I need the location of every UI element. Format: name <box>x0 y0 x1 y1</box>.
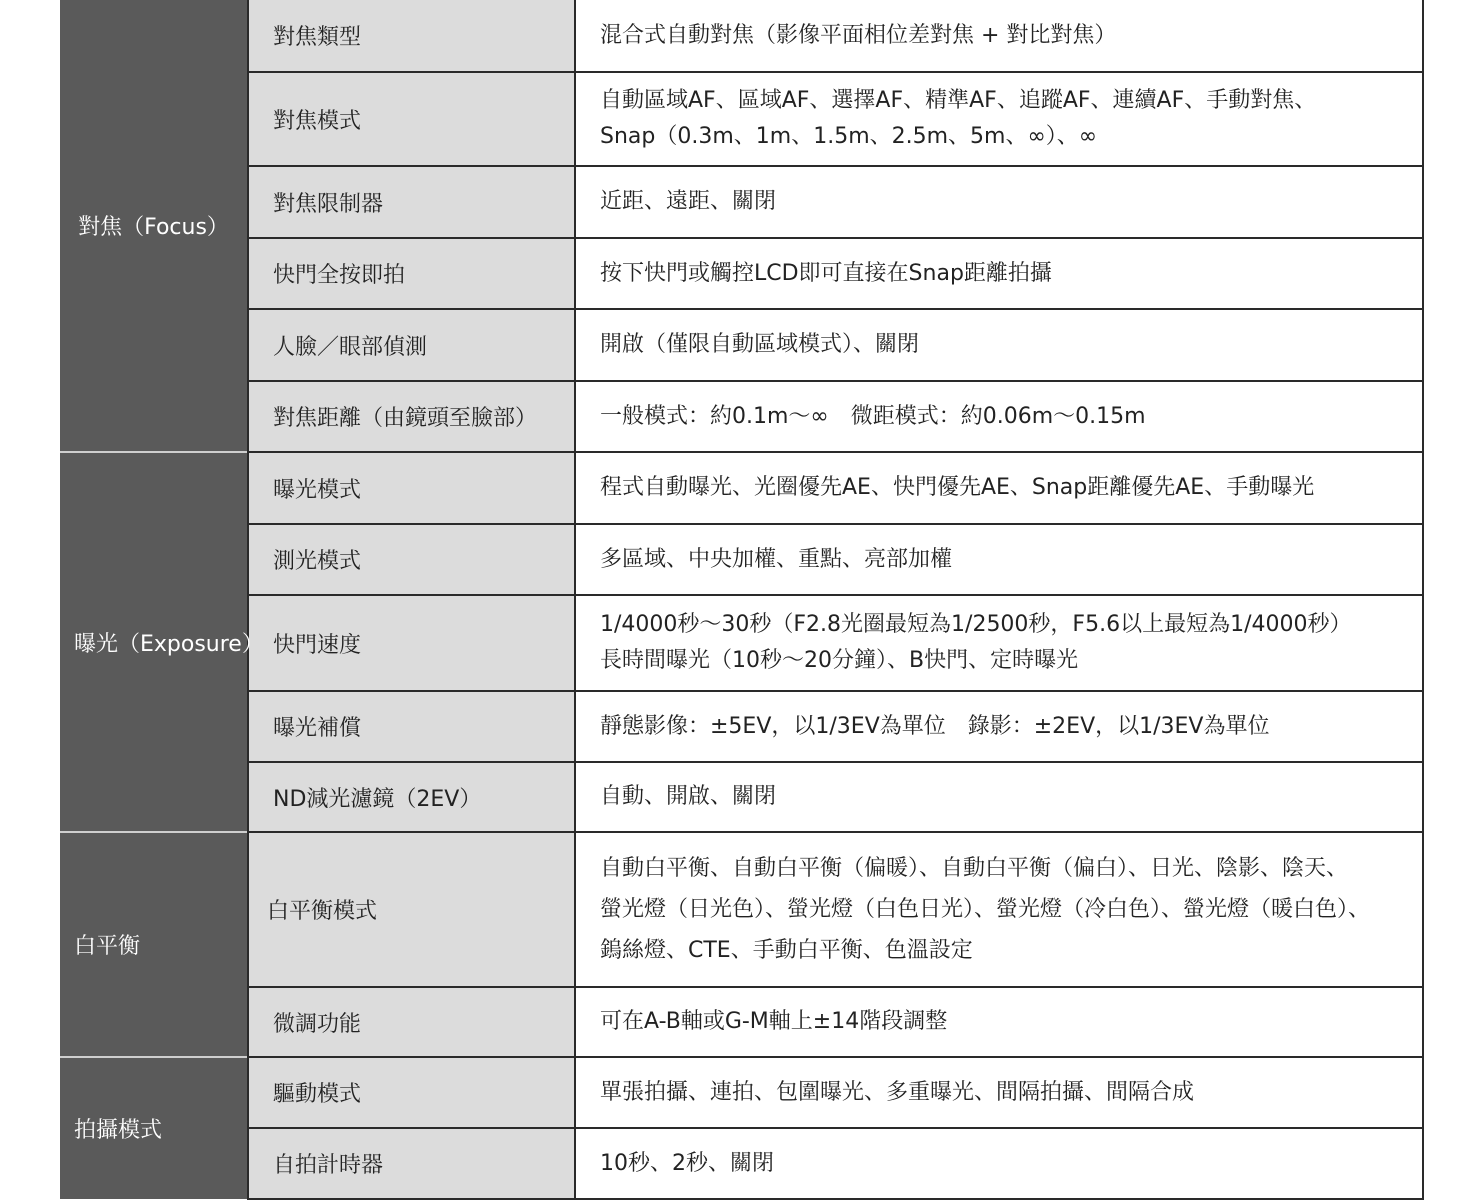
spec-value: 多區域、中央加權、重點、亮部加權 <box>575 524 1423 595</box>
spec-value: 近距、遠距、關閉 <box>575 166 1423 238</box>
spec-name: 曝光補償 <box>248 691 575 762</box>
table-row <box>60 452 1423 524</box>
spec-value: 1/4000秒～30秒（F2.8光圈最短為1/2500秒，F5.6以上最短為1/4000秒） 長時間曝光（10秒～20分鐘）、B快門、定時曝光 <box>575 595 1423 691</box>
spec-value: 自動白平衡、自動白平衡（偏暖）、自動白平衡（偏白）、日光、陰影、陰天、 螢光燈（日光色）、螢光燈（白色日光）、螢光燈（冷白色）、螢光燈（暖白色）、 鎢絲燈、CTE、手動白平衡、色溫設定 <box>575 832 1423 987</box>
table-row <box>60 166 1423 238</box>
category-exposure: 曝光（Exposure） <box>60 452 248 832</box>
spec-name: 白平衡模式 <box>248 832 575 987</box>
table-row <box>60 238 1423 309</box>
spec-value: 自動、開啟、關閉 <box>575 762 1423 832</box>
table-row <box>60 691 1423 762</box>
spec-value: 單張拍攝、連拍、包圍曝光、多重曝光、間隔拍攝、間隔合成 <box>575 1057 1423 1128</box>
spec-table <box>60 0 1424 1200</box>
spec-value: 靜態影像：±5EV，以1/3EV為單位 錄影：±2EV，以1/3EV為單位 <box>575 691 1423 762</box>
spec-name: 曝光模式 <box>248 452 575 524</box>
spec-name: 微調功能 <box>248 987 575 1057</box>
spec-value: 按下快門或觸控LCD即可直接在Snap距離拍攝 <box>575 238 1423 309</box>
spec-name: 測光模式 <box>248 524 575 595</box>
spec-name: 自拍計時器 <box>248 1128 575 1199</box>
table-row <box>60 0 1423 72</box>
category-shooting-mode: 拍攝模式 <box>60 1057 248 1199</box>
spec-name: 對焦模式 <box>248 72 575 166</box>
spec-name: 驅動模式 <box>248 1057 575 1128</box>
table-row <box>60 381 1423 452</box>
category-white-balance: 白平衡 <box>60 832 248 1057</box>
spec-value: 自動區域AF、區域AF、選擇AF、精準AF、追蹤AF、連續AF、手動對焦、 Snap（0.3m、1m、1.5m、2.5m、5m、∞）、∞ <box>575 72 1423 166</box>
spec-name: 對焦限制器 <box>248 166 575 238</box>
spec-value: 程式自動曝光、光圈優先AE、快門優先AE、Snap距離優先AE、手動曝光 <box>575 452 1423 524</box>
spec-name: 快門速度 <box>248 595 575 691</box>
spec-name: 對焦距離（由鏡頭至臉部） <box>248 381 575 452</box>
spec-name: 快門全按即拍 <box>248 238 575 309</box>
table-row <box>60 595 1423 691</box>
spec-name: ND減光濾鏡（2EV） <box>248 762 575 832</box>
spec-value: 一般模式：約0.1m～∞ 微距模式：約0.06m～0.15m <box>575 381 1423 452</box>
spec-value: 10秒、2秒、關閉 <box>575 1128 1423 1199</box>
table-row <box>60 987 1423 1057</box>
category-focus: 對焦（Focus） <box>60 0 248 452</box>
spec-value: 開啟（僅限自動區域模式）、關閉 <box>575 309 1423 381</box>
spec-value: 混合式自動對焦（影像平面相位差對焦 + 對比對焦） <box>575 0 1423 72</box>
table-row <box>60 1057 1423 1128</box>
table-row <box>60 762 1423 832</box>
spec-value: 可在A-B軸或G-M軸上±14階段調整 <box>575 987 1423 1057</box>
table-row <box>60 832 1423 987</box>
table-row <box>60 1128 1423 1199</box>
spec-name: 對焦類型 <box>248 0 575 72</box>
table-row <box>60 72 1423 166</box>
table-row <box>60 524 1423 595</box>
spec-name: 人臉／眼部偵測 <box>248 309 575 381</box>
table-row <box>60 309 1423 381</box>
